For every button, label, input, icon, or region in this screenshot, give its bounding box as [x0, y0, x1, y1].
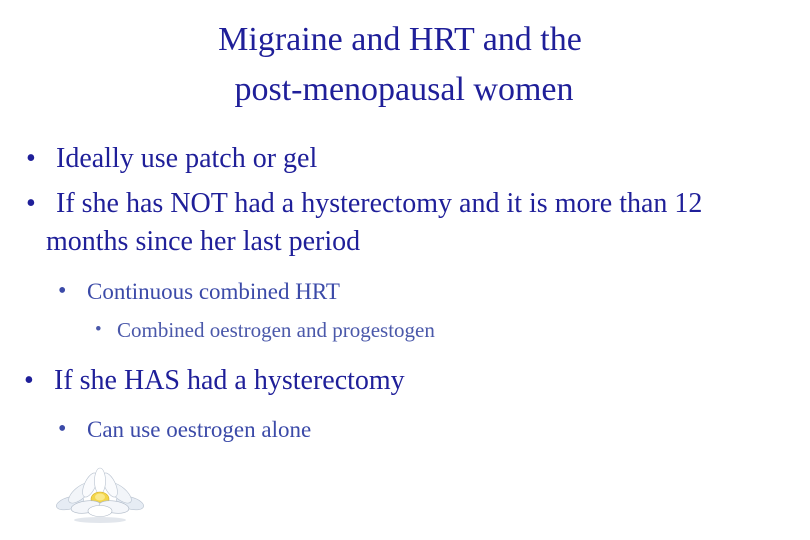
- bullet-icon: •: [95, 319, 102, 340]
- slide-title-line-2: post-menopausal women: [234, 71, 574, 108]
- water-lily-icon: [56, 463, 144, 525]
- sub-bullet-text: Can use oestrogen alone: [87, 417, 312, 442]
- sub-bullet-text: Continuous combined HRT: [87, 279, 340, 304]
- bullet-text: If she HAS had a hysterectomy: [54, 365, 405, 396]
- bullet-item: [26, 143, 318, 174]
- sub-sub-bullet-text: Combined oestrogen and progestogen: [117, 318, 435, 342]
- bullet-icon: •: [26, 188, 36, 219]
- bullet-icon: •: [58, 278, 67, 304]
- bullet-icon: •: [26, 143, 36, 174]
- sub-sub-bullet-item: [95, 318, 435, 342]
- bullet-text: Ideally use patch or gel: [56, 143, 318, 174]
- slide-title-line-1: Migraine and HRT and the: [218, 21, 582, 58]
- sub-bullet-item: [58, 416, 312, 442]
- bullet-text-continuation: months since her last period: [46, 226, 361, 257]
- bullet-item: [26, 188, 703, 219]
- bullet-icon: •: [58, 416, 67, 442]
- bullet-icon: •: [24, 365, 34, 396]
- bullet-text: If she has NOT had a hysterectomy and it is more than 12: [56, 188, 703, 219]
- sub-bullet-item: [58, 278, 340, 304]
- bullet-item: [24, 365, 405, 396]
